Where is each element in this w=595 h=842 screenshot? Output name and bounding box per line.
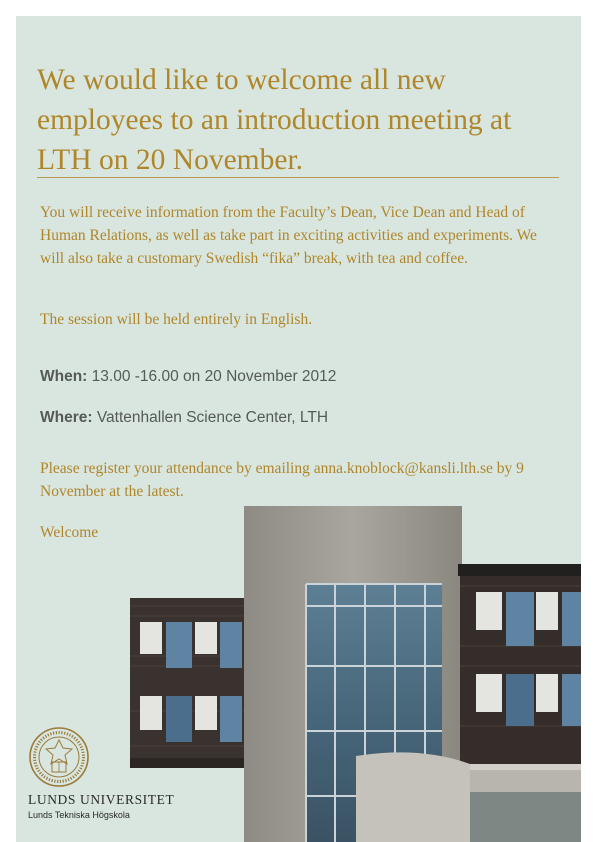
headline: We would like to welcome all new employees to an introduction meeting at LTH on 20 November. xyxy=(37,64,512,176)
when-label: When: xyxy=(40,368,88,385)
when-line xyxy=(40,367,336,387)
where-value: Vattenhallen Science Center, LTH xyxy=(92,409,329,426)
closing-text: Welcome xyxy=(40,524,99,541)
where-line xyxy=(40,408,328,428)
when-value: 13.00 -16.00 on 20 November 2012 xyxy=(87,368,337,385)
building-photo xyxy=(120,506,581,842)
registration-note: Please register your attendance by emailing anna.knoblock@kansli.lth.se by 9 November at the latest. xyxy=(40,460,524,500)
university-name: LUNDS UNIVERSITET xyxy=(28,792,175,807)
university-logo xyxy=(28,726,188,836)
university-seal-icon xyxy=(28,726,90,788)
faculty-name: Lunds Tekniska Högskola xyxy=(28,810,130,820)
language-note: The session will be held entirely in English. xyxy=(40,311,313,328)
divider xyxy=(37,177,559,178)
invitation-page xyxy=(16,16,581,842)
where-label: Where: xyxy=(40,409,93,426)
intro-paragraph: You will receive information from the Faculty’s Dean, Vice Dean and Head of Human Relations, as well as take part in exciting activities and experiments. We will also take a customary Swedish “fika” break, with tea and coffee. xyxy=(40,204,537,267)
